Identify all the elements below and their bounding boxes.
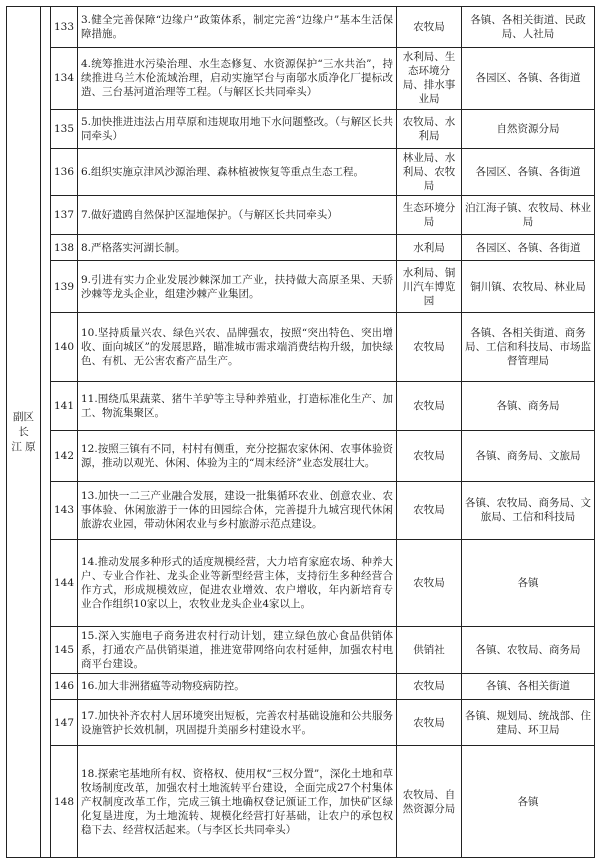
lead-department: 农牧局 xyxy=(397,699,462,746)
table-row xyxy=(7,109,595,148)
task-number: 139 xyxy=(51,261,78,313)
lead-department: 农牧局 xyxy=(397,673,462,699)
lead-department: 农牧局 xyxy=(397,482,462,539)
table-row xyxy=(7,261,595,313)
responsible-units: 各镇、农牧局、商务局 xyxy=(462,627,595,674)
lead-department: 供销社 xyxy=(397,627,462,674)
lead-department: 水利局、生态环境分局、排水事业局 xyxy=(397,48,462,110)
task-number: 145 xyxy=(51,627,78,674)
table-row xyxy=(7,539,595,627)
task-number: 144 xyxy=(51,539,78,627)
task-number: 148 xyxy=(51,746,78,858)
lead-department: 农牧局 xyxy=(397,381,462,431)
lead-department: 农牧局 xyxy=(397,313,462,381)
responsible-units: 各镇、规划局、统战部、住建局、环卫局 xyxy=(462,699,595,746)
task-number: 138 xyxy=(51,235,78,261)
responsible-units: 各园区、各镇、各街道 xyxy=(462,48,595,110)
table-row xyxy=(7,627,595,674)
lead-department: 生态环境分局 xyxy=(397,196,462,235)
task-description: 4.统筹推进水污染治理、水生态修复、水资源保护“三水共治”，持续推进乌兰木伦流域治理，启动实施罕台与南邬水质净化厂提标改造、三台基河道治理等工程。（与解区长共同牵头） xyxy=(78,48,397,110)
lead-department: 水利局 xyxy=(397,235,462,261)
table-row xyxy=(7,196,595,235)
task-table xyxy=(6,6,595,858)
table-row xyxy=(7,381,595,431)
task-number: 140 xyxy=(51,313,78,381)
responsible-units: 各园区、各镇、各街道 xyxy=(462,148,595,196)
responsible-units: 各镇、各相关街道 xyxy=(462,673,595,699)
lead-department: 水利局、铜川汽车博览园 xyxy=(397,261,462,313)
task-number: 146 xyxy=(51,673,78,699)
responsible-units: 各镇、农牧局、商务局、文旅局、工信和科技局 xyxy=(462,482,595,539)
task-number: 143 xyxy=(51,482,78,539)
task-description: 14.推动发展多种形式的适度规模经营，大力培育家庭农场、种养大户、专业合作社、龙头企业等新型经营主体，支持衍生多种经营合作方式，形成规模效应，促进农业增效、农户增收，年内新培育专业合作组织10家以上，农牧业龙头企业4家以上。 xyxy=(78,539,397,627)
leader-cell xyxy=(7,7,41,858)
responsible-units: 各镇 xyxy=(462,539,595,627)
table-row xyxy=(7,746,595,858)
task-number: 137 xyxy=(51,196,78,235)
table-row xyxy=(7,699,595,746)
task-number: 142 xyxy=(51,431,78,482)
table-row xyxy=(7,235,595,261)
task-description: 15.深入实施电子商务进农村行动计划，建立绿色放心食品供销体系，打通农产品供销渠道，推进宽带网络向农村延伸，加强农村电商平台建设。 xyxy=(78,627,397,674)
leader-name: 副区长 江 原 xyxy=(11,410,36,453)
task-number: 147 xyxy=(51,699,78,746)
responsible-units: 各镇、各相关街道、商务局、工信和科技局、市场监督管理局 xyxy=(462,313,595,381)
table-row xyxy=(7,48,595,110)
table-row xyxy=(7,7,595,48)
lead-department: 农牧局 xyxy=(397,431,462,482)
task-description: 13.加快一二三产业融合发展，建设一批集循环农业、创意农业、农事体验、休闲旅游于一体的田园综合体，完善提升九城宫现代休闲旅游农业园，带动休闲农业与乡村旅游示范点建设。 xyxy=(78,482,397,539)
task-description: 6.组织实施京津风沙源治理、森林植被恢复等重点生态工程。 xyxy=(78,148,397,196)
task-number: 134 xyxy=(51,48,78,110)
responsible-units: 各镇、商务局、文旅局 xyxy=(462,431,595,482)
responsible-units: 自然资源分局 xyxy=(462,109,595,148)
task-description: 11.围绕瓜果蔬菜、猪牛羊驴等主导种养殖业，打造标准化生产、加工、物流集聚区。 xyxy=(78,381,397,431)
lead-department: 林业局、水利局、农牧局 xyxy=(397,148,462,196)
spacer-cell xyxy=(41,7,51,858)
task-number: 136 xyxy=(51,148,78,196)
table-row xyxy=(7,313,595,381)
task-description: 10.坚持质量兴农、绿色兴农、品牌强农，按照“突出特色、突出增收、面向城区”的发展思路，瞄准城市需求端消费结构升级，加快绿色、有机、无公害农畜产品生产。 xyxy=(78,313,397,381)
task-description: 5.加快推进违法占用草原和违规取用地下水问题整改。（与解区长共同牵头） xyxy=(78,109,397,148)
table-row xyxy=(7,673,595,699)
responsible-units: 铜川镇、农牧局、林业局 xyxy=(462,261,595,313)
task-number: 135 xyxy=(51,109,78,148)
lead-department: 农牧局 xyxy=(397,539,462,627)
task-description: 12.按照三镇有不同，村村有侧重，充分挖掘农家休闲、农事体验资源，推动以观光、休闲、体验为主的“周末经济”业态发展壮大。 xyxy=(78,431,397,482)
table-row xyxy=(7,148,595,196)
responsible-units: 各镇 xyxy=(462,746,595,858)
task-description: 7.做好遗鸥自然保护区湿地保护。（与解区长共同牵头） xyxy=(78,196,397,235)
table-row xyxy=(7,482,595,539)
task-description: 18.探索宅基地所有权、资格权、使用权“三权分置”，深化土地和草牧场制度改革，加强农村土地流转平台建设，全面完成27个村集体产权制度改革工作，完成三镇土地确权登记颁证工作，加快矿区绿化复垦进度，为土地流转、规模化经营打好基础，让农户的承包权稳下去、经营权活起来。（与李区长共同牵头） xyxy=(78,746,397,858)
task-description: 8.严格落实河湖长制。 xyxy=(78,235,397,261)
task-description: 3.健全完善保障“边缘户”政策体系，制定完善“边缘户”基本生活保障措施。 xyxy=(78,7,397,48)
table-row xyxy=(7,431,595,482)
task-description: 16.加大非洲猪瘟等动物疫病防控。 xyxy=(78,673,397,699)
responsible-units: 泊江海子镇、农牧局、林业局 xyxy=(462,196,595,235)
task-description: 17.加快补齐农村人居环境突出短板，完善农村基础设施和公共服务设施管护长效机制，巩固提升美丽乡村建设水平。 xyxy=(78,699,397,746)
responsible-units: 各园区、各镇、各街道 xyxy=(462,235,595,261)
task-description: 9.引进有实力企业发展沙棘深加工产业，扶持做大高原圣果、天骄沙棘等龙头企业，组建沙棘产业集团。 xyxy=(78,261,397,313)
task-number: 141 xyxy=(51,381,78,431)
lead-department: 农牧局、水利局 xyxy=(397,109,462,148)
task-number: 133 xyxy=(51,7,78,48)
responsible-units: 各镇、各相关街道、民政局、人社局 xyxy=(462,7,595,48)
lead-department: 农牧局 xyxy=(397,7,462,48)
lead-department: 农牧局、自然资源分局 xyxy=(397,746,462,858)
responsible-units: 各镇、商务局 xyxy=(462,381,595,431)
